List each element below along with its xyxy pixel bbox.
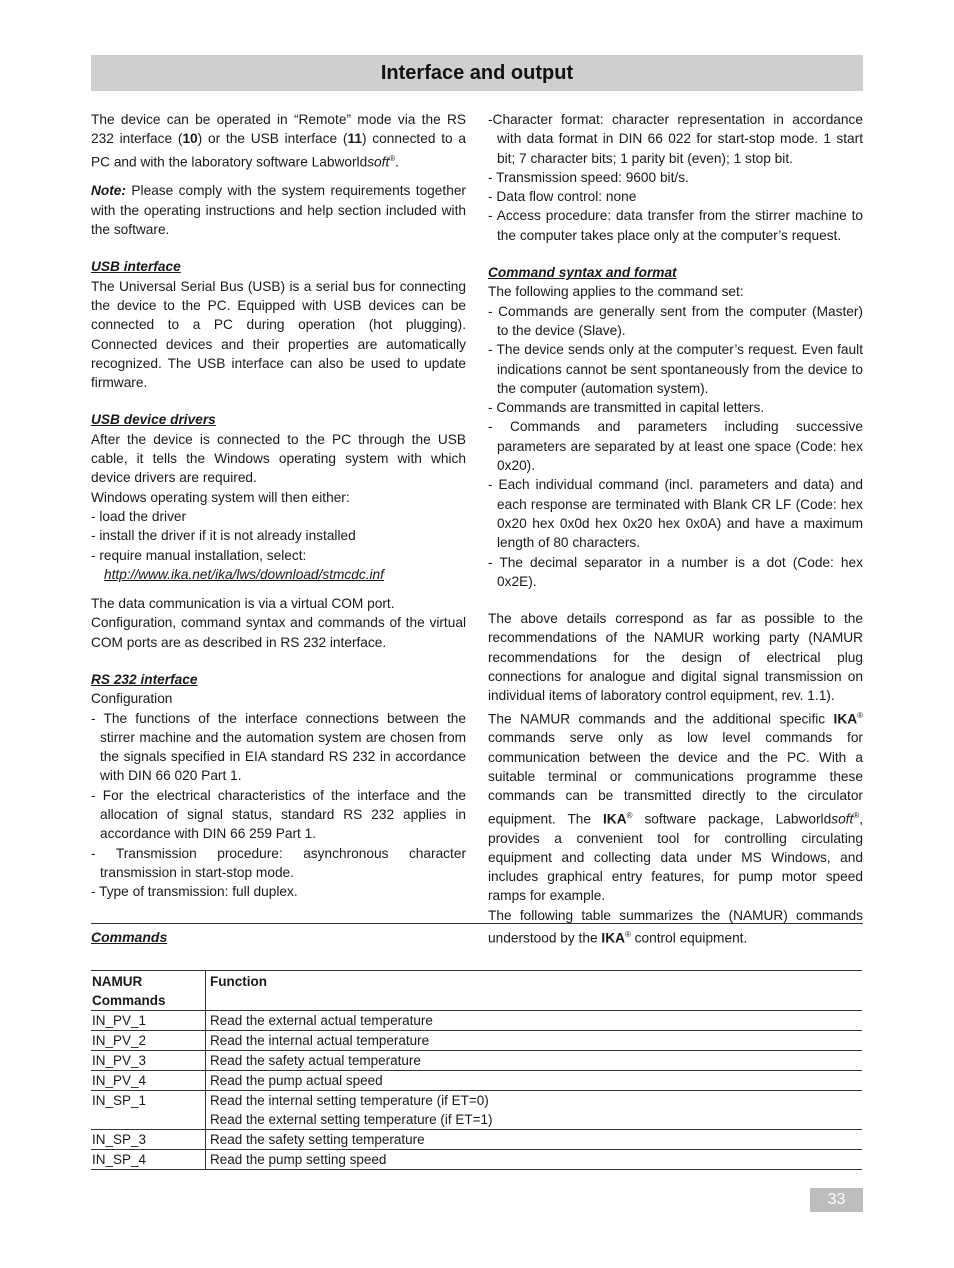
namur-paragraph-3: The following table summarizes the (NAMUR) commands understood by the IKA® control equipment. <box>488 907 863 946</box>
rs232-heading: RS 232 interface <box>91 671 198 687</box>
table-row <box>91 1150 862 1170</box>
title-bar <box>91 55 863 91</box>
list-item: - Access procedure: data transfer from the stirrer machine to the computer takes place only at the computer’s request. <box>488 208 863 243</box>
transmission-list <box>488 110 863 245</box>
list-item: - The device sends only at the computer’s request. Even fault indications cannot be sent spontaneously from the device to the computer (automation system). <box>488 342 863 396</box>
right-column <box>488 110 863 948</box>
list-item: - Commands are transmitted in capital letters. <box>488 400 765 416</box>
list-item: - require manual installation, select: <box>91 547 307 563</box>
list-item: - Transmission procedure: asynchronous character transmission in start-stop mode. <box>91 845 466 880</box>
command-cell: IN_PV_3 <box>91 1051 206 1071</box>
usb-interface-heading: USB interface <box>91 259 181 275</box>
rs232-config-label: Configuration <box>91 691 173 707</box>
list-item: - Commands are generally sent from the computer (Master) to the device (Slave). <box>488 303 863 338</box>
com-config-text: Configuration, command syntax and commands of the virtual COM ports are as described in RS 232 interface. <box>91 615 466 650</box>
page-title: Interface and output <box>380 61 574 84</box>
command-cell: IN_SP_4 <box>91 1150 206 1170</box>
table-row <box>91 1091 862 1130</box>
function-cell: Read the internal setting temperature (if ET=0) Read the external setting temperature (if ET=1) <box>206 1091 863 1130</box>
command-cell: IN_PV_4 <box>91 1071 206 1091</box>
namur-paragraph-1: The above details correspond as far as possible to the recommendations of the NAMUR working party (NAMUR recommendations for the design of electrical plug connections for analogue and digital signal transmission on individual items of laboratory control equipment, rev. 1.1). <box>488 611 863 704</box>
section-divider <box>91 923 863 924</box>
list-item: - Each individual command (incl. parameters and data) and each response are terminated with Blank CR LF (Code: hex 0x20 hex 0x0d hex 0x20 hex 0x0A) and have a maximum length of 80 characters. <box>488 477 863 551</box>
table-row <box>91 1071 862 1091</box>
list-item: -Character format: character representation in accordance with data format in DIN 66 022 for start-stop mode. 1 start bit; 7 character bits; 1 parity bit (even); 1 stop bit. <box>488 112 863 166</box>
namur-paragraph-2: The NAMUR commands and the additional specific IKA® commands serve only as low level commands for communication between the device and the PC. With a suitable terminal or communications programme these commands can be transmitted directly to the circulator equipment. The IKA® software package, Labworldsoft®, provides a convenient tool for controlling circulating equipment and collecting data under MS Windows, and includes graphical entry features, for pump motor speed ramps for example. <box>488 710 863 904</box>
command-cell: IN_SP_1 <box>91 1091 206 1130</box>
list-item: - install the driver if it is not already installed <box>91 528 356 544</box>
function-cell: Read the external actual temperature <box>206 1011 863 1031</box>
com-port-text: The data communication is via a virtual COM port. <box>91 596 395 612</box>
column-header-function: Function <box>206 971 863 1011</box>
intro-paragraph: The device can be operated in “Remote” mode via the RS 232 interface (10) or the USB interface (11) connected to a PC and with the laboratory software Labworldsoft®. <box>91 112 466 170</box>
syntax-list <box>488 302 863 591</box>
list-item: - load the driver <box>91 508 187 524</box>
function-cell: Read the internal actual temperature <box>206 1031 863 1051</box>
function-cell: Read the pump setting speed <box>206 1150 863 1170</box>
list-item: - Type of transmission: full duplex. <box>91 884 298 900</box>
table-row <box>91 1011 862 1031</box>
list-item: - The functions of the interface connections between the stirrer machine and the automation system are chosen from the signals specified in EIA standard RS 232 in accordance with DIN 66 020 Part 1. <box>91 710 466 784</box>
page-number: 33 <box>810 1188 863 1212</box>
list-item: - The decimal separator in a number is a dot (Code: hex 0x2E). <box>488 554 863 589</box>
left-column <box>91 110 466 902</box>
command-cell: IN_PV_1 <box>91 1011 206 1031</box>
commands-table <box>91 970 862 1170</box>
list-item: - Data flow control: none <box>488 189 637 205</box>
function-cell: Read the pump actual speed <box>206 1071 863 1091</box>
commands-heading: Commands <box>91 929 168 945</box>
usb-drivers-heading: USB device drivers <box>91 412 216 428</box>
list-item: - For the electrical characteristics of the interface and the allocation of signal status, standard RS 232 applies in accordance with DIN 66 259 Part 1. <box>91 787 466 842</box>
rs232-list <box>91 709 466 902</box>
usb-drivers-list <box>91 507 466 565</box>
table-row <box>91 1031 862 1051</box>
function-cell: Read the safety setting temperature <box>206 1130 863 1150</box>
command-cell: IN_PV_2 <box>91 1031 206 1051</box>
syntax-intro: The following applies to the command set: <box>488 284 744 300</box>
table-row <box>91 1130 862 1150</box>
usb-drivers-either: Windows operating system will then either: <box>91 489 350 505</box>
command-cell: IN_SP_3 <box>91 1130 206 1150</box>
list-item: - Transmission speed: 9600 bit/s. <box>488 169 689 185</box>
table-header-row <box>91 971 862 1011</box>
list-item: - Commands and parameters including successive parameters are separated by at least one space (Code: hex 0x20). <box>488 419 863 474</box>
syntax-heading: Command syntax and format <box>488 265 677 281</box>
function-cell: Read the safety actual temperature <box>206 1051 863 1071</box>
column-header-commands: NAMUR Commands <box>91 971 206 1011</box>
driver-download-link[interactable]: http://www.ika.net/ika/lws/download/stmcdc.inf <box>104 566 384 582</box>
usb-interface-text: The Universal Serial Bus (USB) is a serial bus for connecting the device to the PC. Equipped with USB devices can be connected to a PC during operation (hot plugging). Connected devices and their properties are automatically recognized. The USB interface can also be used to update firmware. <box>91 278 466 391</box>
note-paragraph: Note: Please comply with the system requirements together with the operating instructions and help section included with the software. <box>91 183 466 238</box>
usb-drivers-text: After the device is connected to the PC through the USB cable, it tells the Windows operating system with which device drivers are required. <box>91 431 466 486</box>
table-row <box>91 1051 862 1071</box>
